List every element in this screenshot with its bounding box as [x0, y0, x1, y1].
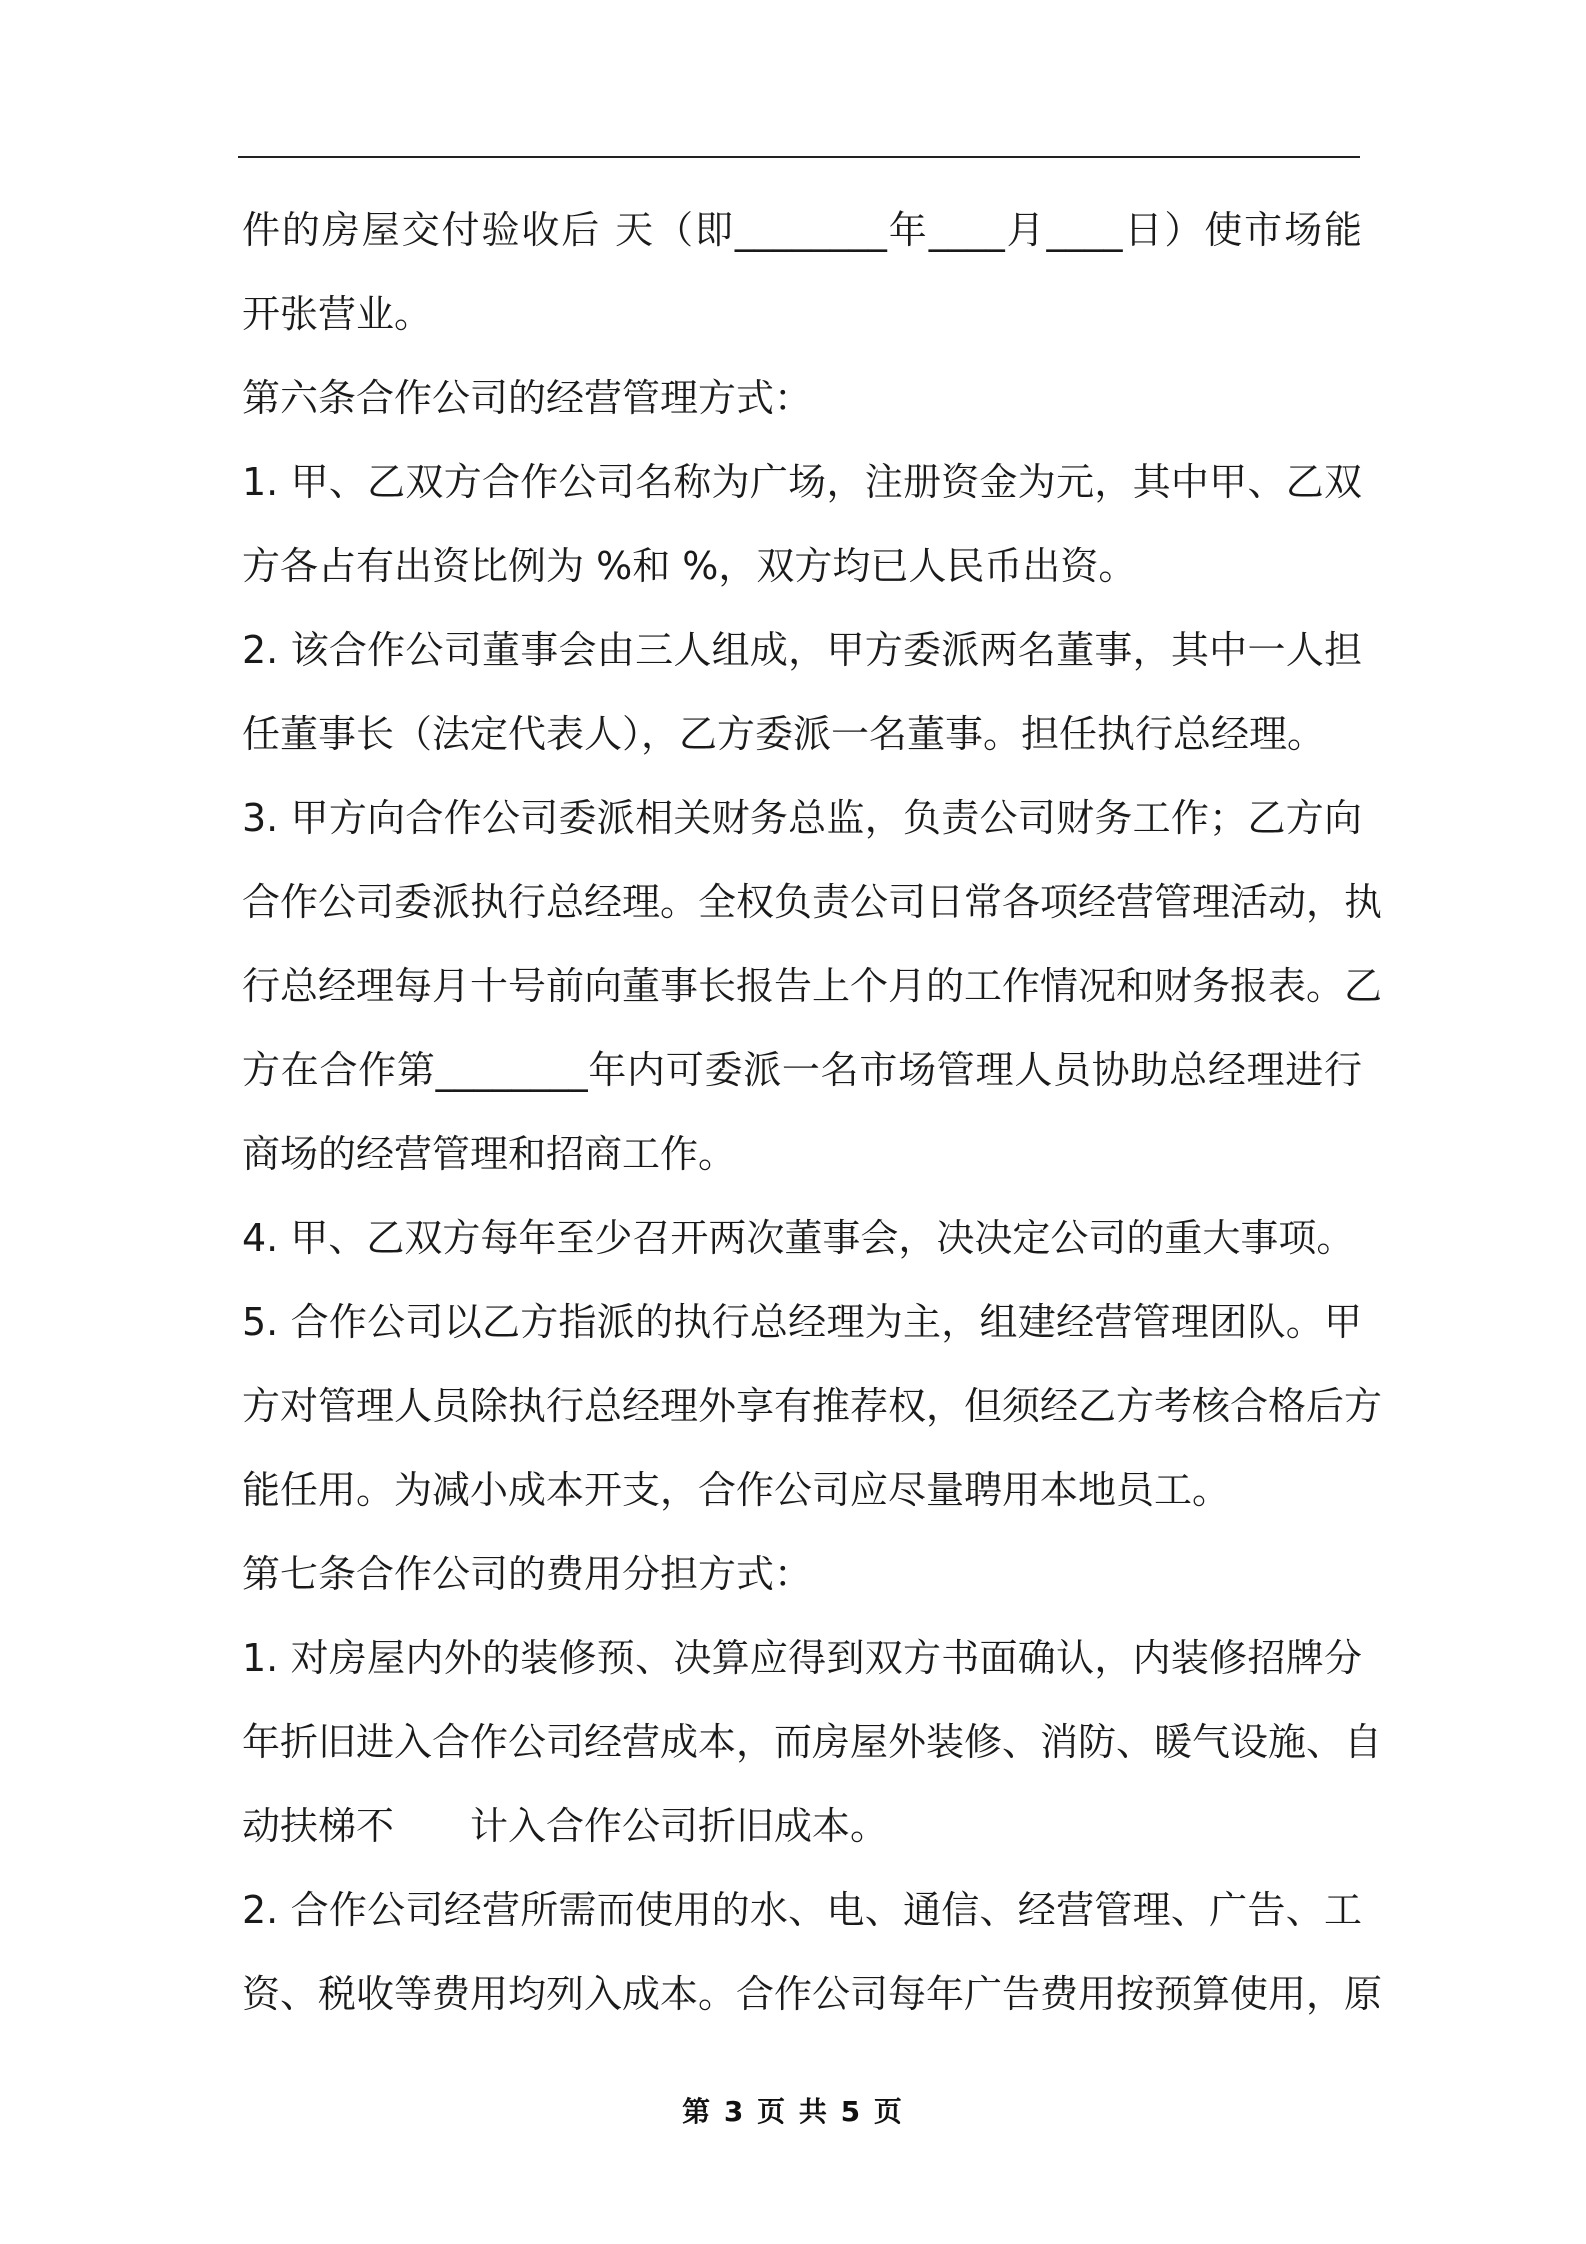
text-line: 方各占有出资比例为 %和 %，双方均已人民币出资。: [242, 544, 1137, 588]
text-line: 2. 合作公司经营所需而使用的水、电、通信、经营管理、广告、工: [242, 1888, 1362, 1932]
text-line: 件的房屋交付验收后 天（即________年____月____日）使市场能: [242, 208, 1362, 252]
page-footer: 第 3 页 共 5 页: [682, 2095, 904, 2128]
text-line: 1. 对房屋内外的装修预、决算应得到双方书面确认，内装修招牌分: [242, 1636, 1362, 1680]
text-line: 5. 合作公司以乙方指派的执行总经理为主，组建经营管理团队。甲: [242, 1300, 1362, 1344]
text-line: 第七条合作公司的费用分担方式：: [242, 1552, 813, 1596]
text-line: 年折旧进入合作公司经营成本，而房屋外装修、消防、暖气设施、自: [242, 1720, 1383, 1764]
text-line: 2. 该合作公司董事会由三人组成，甲方委派两名董事，其中一人担: [242, 628, 1362, 672]
text-line: 4. 甲、乙双方每年至少召开两次董事会，决决定公司的重大事项。: [242, 1216, 1355, 1260]
text-line: 任董事长（法定代表人），乙方委派一名董事。担任执行总经理。: [242, 712, 1326, 756]
text-line: 方对管理人员除执行总经理外享有推荐权，但须经乙方考核合格后方: [242, 1384, 1383, 1428]
text-line: 方在合作第________年内可委派一名市场管理人员协助总经理进行: [242, 1048, 1362, 1092]
header-rule: [238, 156, 1360, 158]
text-line: 3. 甲方向合作公司委派相关财务总监，负责公司财务工作；乙方向: [242, 796, 1362, 840]
document-body: [242, 188, 1383, 2036]
text-line: 行总经理每月十号前向董事长报告上个月的工作情况和财务报表。乙: [242, 964, 1383, 1008]
text-line: 开张营业。: [242, 292, 433, 336]
text-line: 1. 甲、乙双方合作公司名称为广场，注册资金为元，其中甲、乙双: [242, 460, 1362, 504]
text-line: 合作公司委派执行总经理。全权负责公司日常各项经营管理活动，执: [242, 880, 1383, 924]
text-line: 资、税收等费用均列入成本。合作公司每年广告费用按预算使用，原: [242, 1972, 1383, 2016]
text-line: 第六条合作公司的经营管理方式：: [242, 376, 813, 420]
text-line: 动扶梯不 计入合作公司折旧成本。: [242, 1804, 889, 1848]
text-line: 能任用。为减小成本开支，合作公司应尽量聘用本地员工。: [242, 1468, 1231, 1512]
text-line: 商场的经营管理和招商工作。: [242, 1132, 737, 1176]
